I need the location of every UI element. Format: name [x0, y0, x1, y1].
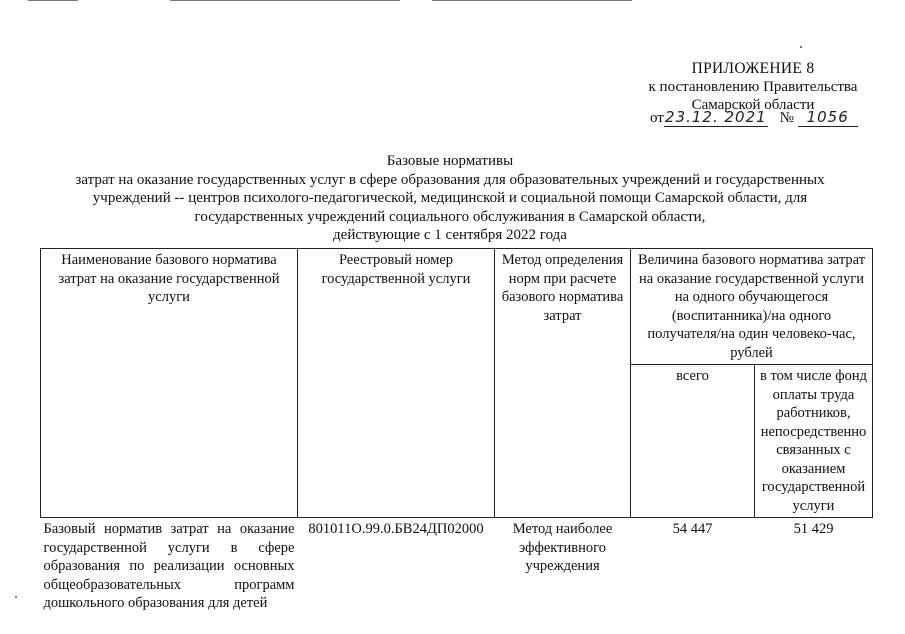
scan-edge-line — [432, 0, 632, 1]
resolution-line: к постановлению Правительства — [648, 79, 858, 95]
table-row — [41, 518, 873, 615]
region-line: Самарской области — [691, 97, 815, 113]
appendix-number: ПРИЛОЖЕНИЕ 8 — [691, 60, 815, 77]
row-name: Базовый норматив затрат на оказание государственной услуги в сфере образования по реализации основных общеобразовательных программ дошкольного образования для детей — [43, 521, 295, 611]
appendix-header — [638, 60, 868, 114]
document-title — [40, 152, 860, 245]
title-line: государственных учреждений социального обслуживания в Самарской области, — [194, 208, 706, 225]
scan-edge-line — [28, 0, 78, 1]
title-line: учреждений -- центров психолого-педагогической, медицинской и социальной помощи Самарской области, для — [92, 190, 808, 206]
row-registry: 801011О.99.0.БВ24ДП02000 — [308, 521, 484, 537]
header-registry: Реестровый номер государственной услуги — [298, 249, 495, 518]
number-prefix: № — [779, 110, 794, 126]
scan-edge-line — [170, 0, 400, 1]
row-method: Метод наиболее эффективного учреждения — [512, 521, 613, 574]
title-line: Базовые нормативы — [386, 153, 514, 169]
header-method: Метод определения норм при расчете базового норматива затрат — [495, 249, 631, 518]
header-payroll: в том числе фонд оплаты труда работников, непосредственно связанных с оказанием государственной услуги — [755, 365, 873, 518]
resolution-number: 1056 — [798, 108, 858, 127]
norms-table — [40, 248, 873, 615]
title-line: действующие с 1 сентября 2022 года — [333, 227, 567, 243]
header-total: всего — [631, 365, 755, 518]
resolution-date-number — [650, 108, 870, 127]
resolution-date: 23.12. 2021 — [665, 108, 767, 126]
row-payroll: 51 429 — [793, 521, 834, 537]
header-value: Величина базового норматива затрат на оказание государственной услуги на одного обучающегося (воспитанника)/на одного получателя/на один человеко-час, рублей — [631, 249, 873, 365]
title-line: затрат на оказание государственных услуг в сфере образования для образовательных учреждений и государственных — [75, 171, 825, 188]
date-prefix: от — [650, 110, 664, 126]
table-header-row — [41, 249, 873, 365]
header-name: Наименование базового норматива затрат на оказание государственной услуги — [41, 249, 298, 518]
row-total: 54 447 — [672, 521, 713, 537]
scan-speck — [800, 46, 802, 48]
scan-speck — [15, 596, 17, 598]
